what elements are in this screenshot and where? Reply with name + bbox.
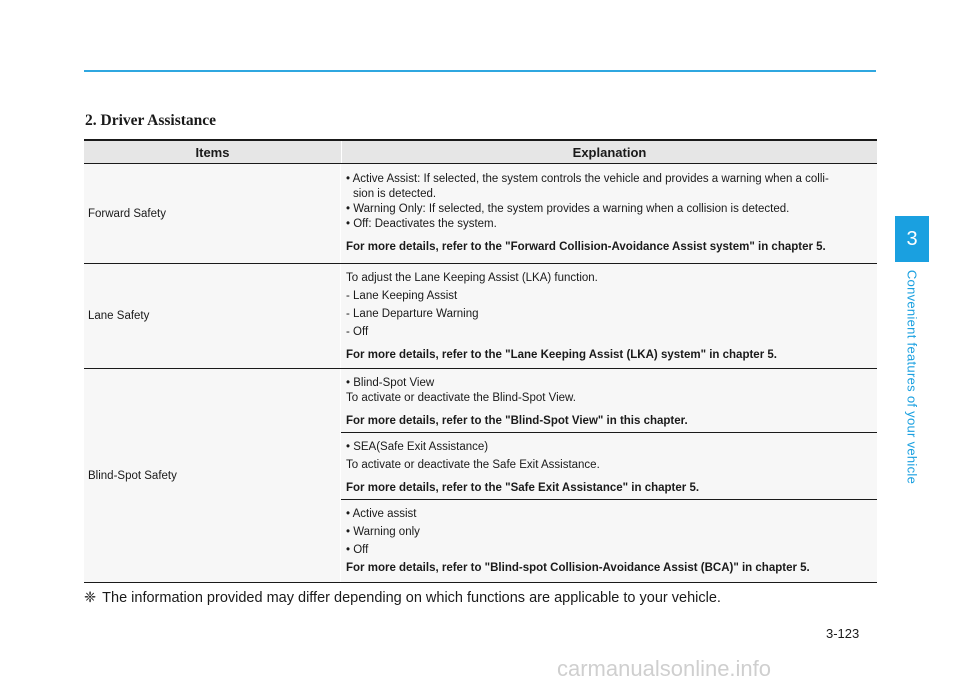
- item-forward-safety: Forward Safety: [84, 164, 341, 263]
- header-rule: [84, 70, 876, 72]
- explanation-line: • Active Assist: If selected, the system controls the vehicle and provides a warning when a colli-: [346, 173, 829, 185]
- reference-note: For more details, refer to the "Forward Collision-Avoidance Assist system" in chapter 5.: [346, 241, 826, 253]
- explanation-line: • Off: Deactivates the system.: [346, 218, 497, 230]
- reference-note: For more details, refer to the "Safe Exit Assistance" in chapter 5.: [346, 482, 700, 494]
- explanation-line: • Warning only: [346, 526, 420, 538]
- explanation-line: sion is detected.: [353, 188, 437, 200]
- explanation-line: - Lane Keeping Assist: [346, 290, 458, 302]
- explanation-line: • Warning Only: If selected, the system provides a warning when a collision is detected.: [346, 203, 790, 215]
- item-lane-safety: Lane Safety: [84, 264, 341, 368]
- header-items: Items: [84, 141, 342, 163]
- explanation-line: To activate or deactivate the Safe Exit Assistance.: [346, 459, 600, 471]
- chapter-tab: 3: [895, 216, 929, 262]
- table-row: [84, 264, 877, 369]
- explanation-subrow: [341, 500, 877, 584]
- explanation-line: • Off: [346, 544, 369, 556]
- explanation-line: - Lane Departure Warning: [346, 308, 479, 320]
- explanation-line: • Blind-Spot View: [346, 377, 435, 389]
- explanation-cell: [341, 164, 877, 263]
- reference-note: For more details, refer to "Blind-spot Collision-Avoidance Assist (BCA)" in chapter 5.: [346, 562, 810, 574]
- table-header: [84, 141, 877, 164]
- explanation-subrow: [341, 369, 877, 433]
- watermark: carmanualsonline.info: [557, 656, 772, 681]
- chapter-label: Convenient features of your vehicle: [904, 269, 920, 485]
- table-row: [84, 164, 877, 264]
- explanation-line: To adjust the Lane Keeping Assist (LKA) function.: [346, 272, 598, 284]
- reference-note: For more details, refer to the "Lane Keeping Assist (LKA) system" in chapter 5.: [346, 349, 777, 361]
- footnote: [84, 590, 721, 606]
- header-explanation: Explanation: [572, 144, 647, 160]
- explanation-subrow: [341, 433, 877, 500]
- table-row: [84, 369, 877, 582]
- section-title: 2. Driver Assistance: [85, 112, 217, 129]
- explanation-line: To activate or deactivate the Blind-Spot View.: [346, 392, 576, 404]
- reference-note: For more details, refer to the "Blind-Spot View" in this chapter.: [346, 415, 688, 427]
- explanation-line: • Active assist: [346, 508, 417, 520]
- explanation-line: - Off: [346, 326, 369, 338]
- explanation-group: [341, 369, 877, 582]
- note-symbol-icon: ❈: [84, 590, 97, 606]
- page-number: 3-123: [826, 626, 860, 641]
- explanation-line: • SEA(Safe Exit Assistance): [346, 441, 489, 453]
- settings-table: [84, 139, 877, 583]
- item-blind-spot-safety: Blind-Spot Safety: [84, 369, 341, 582]
- explanation-cell: [341, 264, 877, 368]
- footnote-text: The information provided may differ depending on which functions are applicable to your vehicle.: [102, 590, 721, 606]
